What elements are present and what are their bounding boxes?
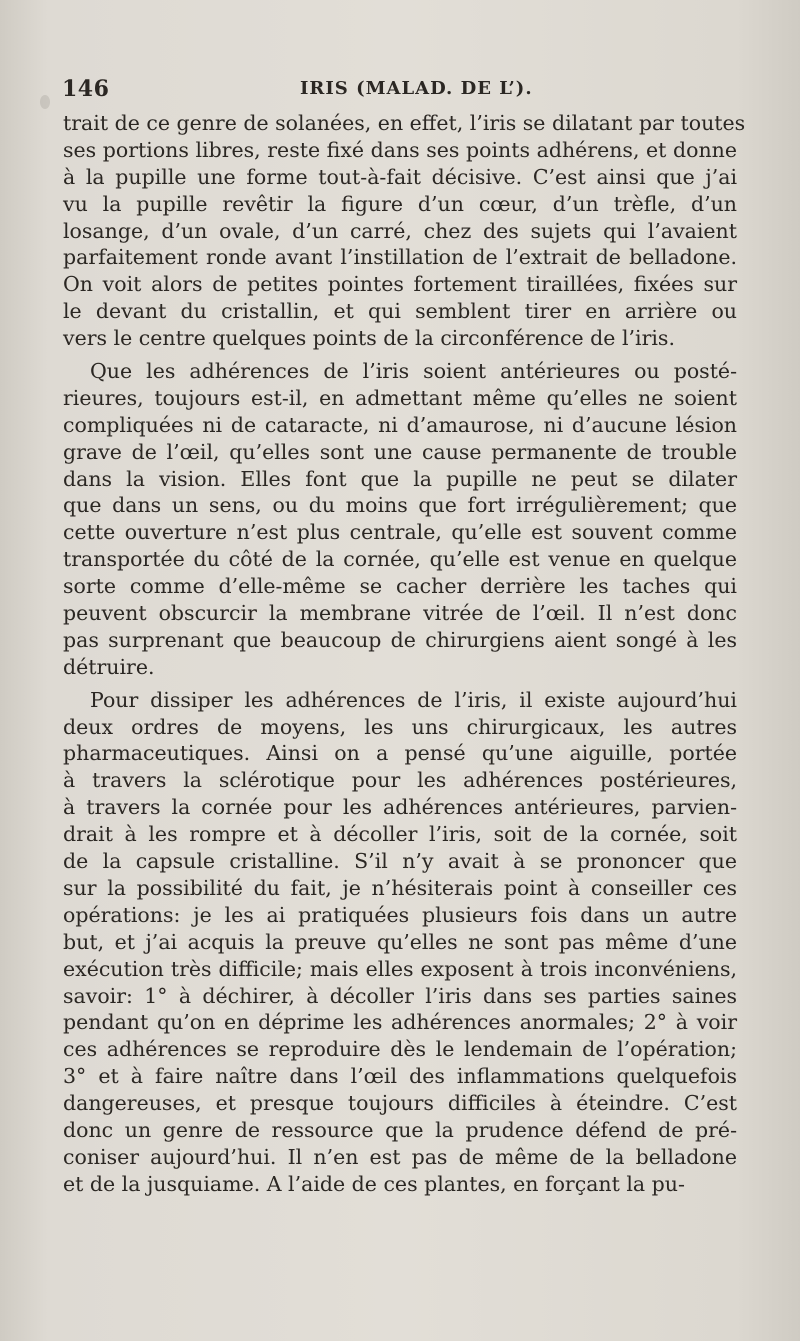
text-line: On voit alors de petites pointes fortement tiraillées, fixées sur xyxy=(63,272,737,297)
paragraph xyxy=(63,358,737,681)
text-line: ces adhérences se reproduire dès le lendemain de l’opération; xyxy=(63,1037,737,1062)
running-head xyxy=(62,76,738,104)
text-line: cette ouverture n’est plus centrale, qu’elle est souvent comme xyxy=(63,520,737,545)
text-line: donc un genre de ressource que la prudence défend de pré- xyxy=(63,1117,737,1142)
text-line: losange, d’un ovale, d’un carré, chez des sujets qui l’avaient xyxy=(63,218,737,243)
text-line: grave de l’œil, qu’elles sont une cause permanente de trouble xyxy=(63,439,737,464)
text-line: 3° et à faire naître dans l’œil des inflammations quelquefois xyxy=(63,1064,737,1089)
text-line: dangereuses, et presque toujours difficiles à éteindre. C’est xyxy=(63,1091,737,1116)
text-line: de la capsule cristalline. S’il n’y avait à se prononcer que xyxy=(63,849,737,874)
text-line: transportée du côté de la cornée, qu’elle est venue en quelque xyxy=(63,547,737,572)
paragraph xyxy=(63,687,737,1198)
text-line: ses portions libres, reste fixé dans ses points adhérens, et donne xyxy=(63,137,737,162)
text-line: drait à les rompre et à décoller l’iris, soit de la cornée, soit xyxy=(63,822,737,847)
text-line: détruire. xyxy=(63,654,155,679)
text-line: sur la possibilité du fait, je n’hésiterais point à conseiller ces xyxy=(63,875,737,900)
text-line: le devant du cristallin, et qui semblent tirer en arrière ou xyxy=(63,299,737,324)
text-line: sorte comme d’elle-même se cacher derrière les taches qui xyxy=(63,574,737,599)
text-line: rieures, toujours est-il, en admettant même qu’elles ne soient xyxy=(63,385,737,410)
text-line: Pour dissiper les adhérences de l’iris, il existe aujourd’hui xyxy=(90,687,737,712)
running-title: IRIS (MALAD. DE L’). xyxy=(300,78,533,99)
text-line: vers le centre quelques points de la circonférence de l’iris. xyxy=(63,326,675,351)
text-line: compliquées ni de cataracte, ni d’amaurose, ni d’aucune lésion xyxy=(63,412,737,437)
text-line: exécution très difficile; mais elles exposent à trois inconvéniens, xyxy=(63,956,737,981)
text-line: coniser aujourd’hui. Il n’en est pas de même de la belladone xyxy=(63,1144,737,1169)
page-number: 146 xyxy=(62,76,110,102)
text-line: que dans un sens, ou du moins que fort irrégulièrement; que xyxy=(63,493,737,518)
text-line: pendant qu’on en déprime les adhérences anormales; 2° à voir xyxy=(63,1010,737,1035)
text-line: vu la pupille revêtir la figure d’un cœur, d’un trèfle, d’un xyxy=(63,191,737,216)
text-line: à travers la sclérotique pour les adhérences postérieures, xyxy=(63,768,737,793)
margin-smudge xyxy=(40,95,50,109)
text-line: et de la jusquiame. A l’aide de ces plantes, en forçant la pu- xyxy=(63,1171,685,1196)
text-line: but, et j’ai acquis la preuve qu’elles ne sont pas même d’une xyxy=(63,929,737,954)
text-line: à la pupille une forme tout-à-fait décisive. C’est ainsi que j’ai xyxy=(63,164,737,189)
text-line: deux ordres de moyens, les uns chirurgicaux, les autres xyxy=(63,714,737,739)
text-line: pharmaceutiques. Ainsi on a pensé qu’une aiguille, portée xyxy=(63,741,737,766)
text-line: opérations: je les ai pratiquées plusieurs fois dans un autre xyxy=(63,902,737,927)
text-line: savoir: 1° à déchirer, à décoller l’iris dans ses parties saines xyxy=(63,983,737,1008)
text-line: à travers la cornée pour les adhérences antérieures, parvien- xyxy=(63,795,737,820)
text-line: peuvent obscurcir la membrane vitrée de l’œil. Il n’est donc xyxy=(63,601,737,626)
paragraph xyxy=(63,110,746,352)
text-line: pas surprenant que beaucoup de chirurgiens aient songé à les xyxy=(63,627,737,652)
text-line: Que les adhérences de l’iris soient antérieures ou posté- xyxy=(90,359,737,384)
text-line: parfaitement ronde avant l’instillation de l’extrait de belladone. xyxy=(63,245,737,270)
text-line: dans la vision. Elles font que la pupille ne peut se dilater xyxy=(63,466,737,491)
page-body xyxy=(63,110,746,1198)
text-line: trait de ce genre de solanées, en effet, l’iris se dilatant par toutes xyxy=(63,111,746,135)
